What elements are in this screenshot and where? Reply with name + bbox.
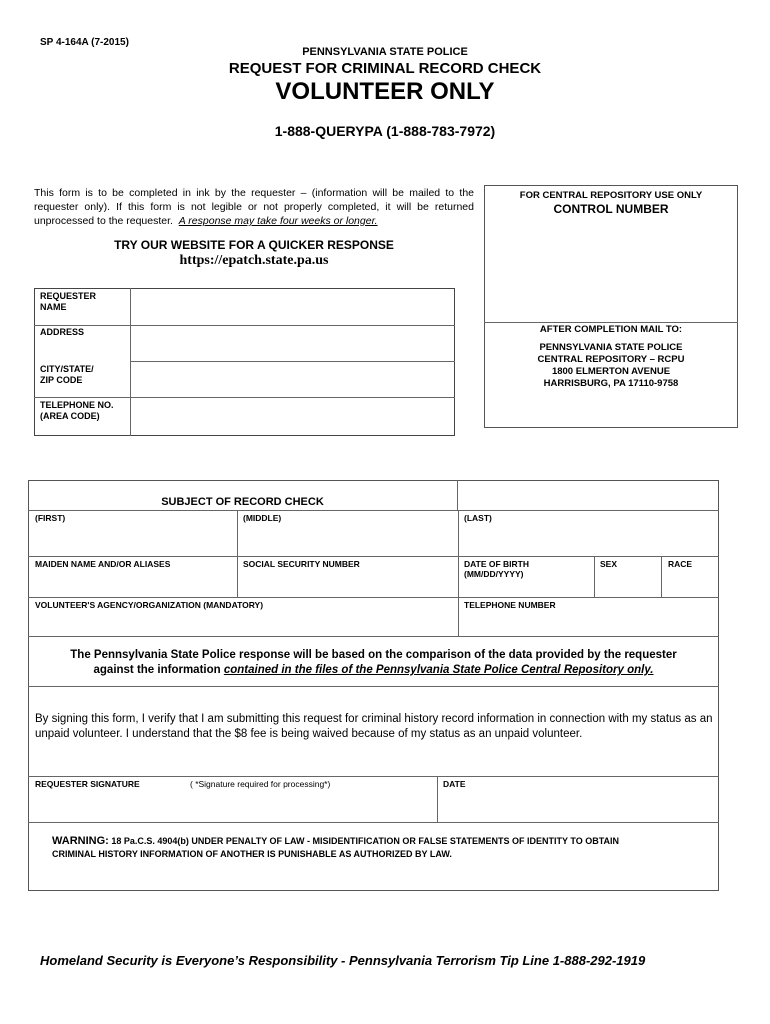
mailing-address-line: CENTRAL REPOSITORY – RCPU	[537, 354, 685, 365]
ssn-label: SOCIAL SECURITY NUMBER	[243, 559, 360, 569]
middle-name-label: (MIDDLE)	[243, 513, 282, 523]
signature-note: ( *Signature required for processing*)	[190, 779, 331, 789]
website-heading: TRY OUR WEBSITE FOR A QUICKER RESPONSE	[114, 238, 394, 252]
form-subtitle: VOLUNTEER ONLY	[275, 78, 495, 105]
notice-line-2-emphasis: contained in the files of the Pennsylvania State Police Central Repository only.	[223, 664, 654, 676]
first-name-label: (FIRST)	[35, 513, 66, 523]
requester-address-field[interactable]	[131, 326, 454, 360]
control-number-label: CONTROL NUMBER	[553, 202, 669, 216]
dob-field[interactable]	[459, 580, 593, 596]
sex-label: SEX	[600, 559, 618, 569]
warning-text-1: 18 Pa.C.S. 4904(b) UNDER PENALTY OF LAW - MISIDENTIFICATION OR FALSE STATEMENTS OF IDENTITY TO OBTAIN	[108, 836, 620, 846]
last-name-label: (LAST)	[464, 513, 492, 523]
race-label: RACE	[668, 559, 693, 569]
notice-line-2	[28, 663, 719, 678]
notice-line-2-prefix: against the information	[93, 664, 224, 676]
requester-city-label: CITY/STATE/ ZIP CODE	[40, 364, 94, 385]
date-label: DATE	[443, 779, 466, 789]
requester-name-label: REQUESTER NAME	[40, 291, 97, 312]
maiden-name-label: MAIDEN NAME AND/OR ALIASES	[35, 559, 171, 569]
requester-address-label: ADDRESS	[40, 327, 85, 337]
declaration-text: By signing this form, I verify that I am submitting this request for criminal history record information in connection with my status as an unpaid volunteer. I understand that the $8 fee is being waived because of my status as an unpaid volunteer.	[35, 713, 713, 740]
control-number-field[interactable]	[486, 220, 736, 320]
requester-phone-field[interactable]	[131, 398, 454, 435]
middle-name-field[interactable]	[238, 524, 457, 555]
notice-line-1: The Pennsylvania State Police response will be based on the comparison of the data provided by the requester	[70, 649, 677, 661]
agency-organization-field[interactable]	[29, 611, 457, 635]
mail-to-label: AFTER COMPLETION MAIL TO:	[539, 324, 683, 335]
race-field[interactable]	[662, 570, 718, 596]
warning-line-2: CRIMINAL HISTORY INFORMATION OF ANOTHER IS PUNISHABLE AS AUTHORIZED BY LAW.	[52, 849, 452, 859]
ssn-field[interactable]	[238, 570, 457, 596]
agency-organization-label: VOLUNTEER'S AGENCY/ORGANIZATION (MANDATORY)	[35, 600, 264, 610]
intro-warning: A response may take four weeks or longer.	[178, 215, 378, 227]
form-title: REQUEST FOR CRIMINAL RECORD CHECK	[228, 60, 542, 77]
website-url[interactable]: https://epatch.state.pa.us	[179, 253, 329, 268]
sex-field[interactable]	[595, 570, 660, 596]
subject-heading: SUBJECT OF RECORD CHECK	[161, 496, 324, 508]
response-notice	[28, 648, 719, 678]
requester-city-field[interactable]	[131, 362, 454, 396]
signature-label: REQUESTER SIGNATURE	[35, 779, 140, 789]
warning-line-1	[52, 835, 712, 848]
warning-label: WARNING:	[52, 835, 109, 847]
telephone-number-label: TELEPHONE NUMBER	[464, 600, 556, 610]
contact-phone: 1-888-QUERYPA (1-888-783-7972)	[274, 123, 496, 139]
signature-field[interactable]	[29, 792, 436, 821]
last-name-field[interactable]	[459, 524, 718, 555]
mailing-address-line: HARRISBURG, PA 17110-9758	[543, 378, 679, 389]
date-field[interactable]	[438, 792, 718, 821]
mailing-address-line: 1800 ELMERTON AVENUE	[551, 366, 671, 377]
requester-name-field[interactable]	[131, 289, 454, 324]
requester-phone-label: TELEPHONE NO. (AREA CODE)	[40, 400, 114, 421]
intro-text: This form is to be completed in ink by the requester – (information will be mailed to the requester only). If this form is not legible or not properly completed, it will be returned unprocessed to the requester.	[34, 187, 474, 227]
form-number: SP 4-164A (7-2015)	[40, 37, 129, 48]
intro-paragraph	[34, 186, 474, 228]
repository-use-only: FOR CENTRAL REPOSITORY USE ONLY	[519, 190, 703, 201]
footer-tip-line: Homeland Security is Everyone’s Responsibility - Pennsylvania Terrorism Tip Line 1-888-292-1919	[40, 953, 646, 968]
dob-label: DATE OF BIRTH (MM/DD/YYYY)	[464, 559, 530, 579]
mailing-address	[484, 342, 738, 390]
warning-notice	[52, 835, 712, 861]
first-name-field[interactable]	[29, 524, 236, 555]
agency-name: PENNSYLVANIA STATE POLICE	[302, 46, 468, 58]
telephone-number-field[interactable]	[459, 611, 718, 635]
maiden-name-field[interactable]	[29, 570, 236, 596]
mailing-address-line: PENNSYLVANIA STATE POLICE	[539, 342, 683, 353]
